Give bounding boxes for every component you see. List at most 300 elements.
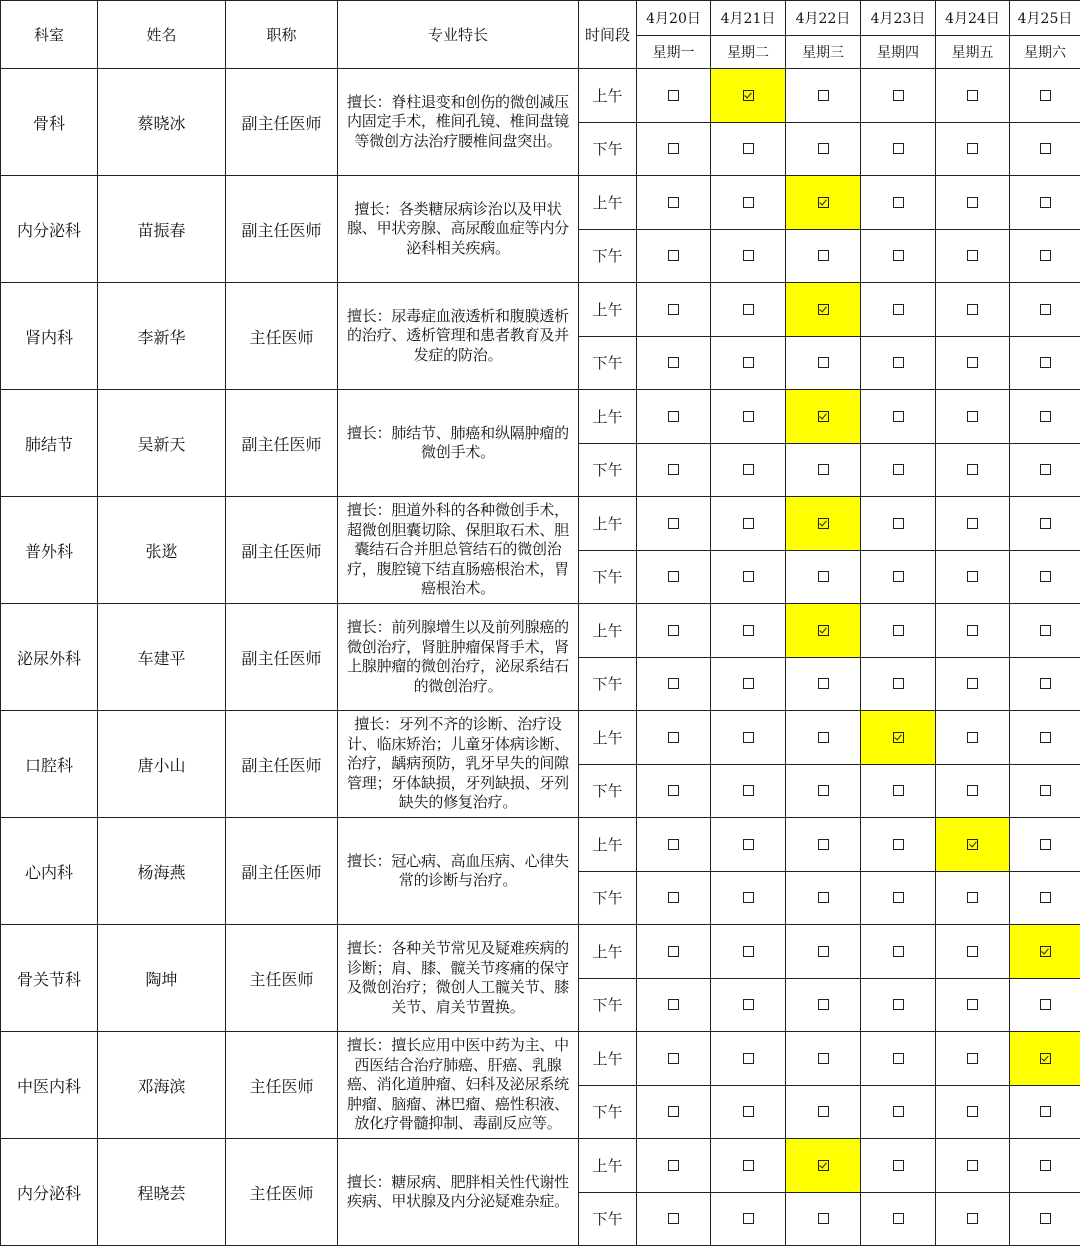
- checkbox-icon[interactable]: [967, 464, 978, 475]
- checked-box-icon[interactable]: [818, 1160, 829, 1171]
- schedule-slot[interactable]: [637, 978, 711, 1032]
- checkbox-icon[interactable]: [743, 839, 754, 850]
- doctor-name: 邓海滨: [98, 1032, 226, 1139]
- schedule-row: [1, 925, 1080, 979]
- checkbox-icon[interactable]: [1040, 304, 1051, 315]
- schedule-slot[interactable]: [861, 818, 936, 872]
- checkbox-icon[interactable]: [668, 143, 679, 154]
- doctor-specialty: 擅长：肺结节、肺癌和纵隔肿瘤的微创手术。: [338, 390, 579, 497]
- checked-box-icon[interactable]: [1040, 1053, 1051, 1064]
- checkbox-icon[interactable]: [668, 464, 679, 475]
- schedule-slot[interactable]: [711, 390, 786, 444]
- checkbox-icon[interactable]: [743, 946, 754, 957]
- checkbox-icon[interactable]: [893, 678, 904, 689]
- schedule-slot[interactable]: [936, 604, 1010, 658]
- doctor-name: 吴新天: [98, 390, 226, 497]
- schedule-row: [1, 283, 1080, 337]
- checkbox-icon[interactable]: [668, 197, 679, 208]
- schedule-slot[interactable]: [786, 1192, 861, 1246]
- schedule-slot[interactable]: [1010, 497, 1080, 551]
- checkbox-icon[interactable]: [967, 1160, 978, 1171]
- schedule-slot[interactable]: [861, 550, 936, 604]
- checkbox-icon[interactable]: [668, 1106, 679, 1117]
- checkbox-icon[interactable]: [967, 785, 978, 796]
- schedule-slot[interactable]: [637, 122, 711, 176]
- schedule-slot[interactable]: [861, 711, 936, 765]
- schedule-slot[interactable]: [1010, 978, 1080, 1032]
- checkbox-icon[interactable]: [1040, 518, 1051, 529]
- schedule-slot[interactable]: [861, 443, 936, 497]
- schedule-slot[interactable]: [861, 1139, 936, 1193]
- checked-box-icon[interactable]: [818, 197, 829, 208]
- schedule-slot[interactable]: [711, 443, 786, 497]
- schedule-slot[interactable]: [711, 176, 786, 230]
- checkbox-icon[interactable]: [668, 304, 679, 315]
- checkbox-icon[interactable]: [818, 1053, 829, 1064]
- doctor-name: 杨海燕: [98, 818, 226, 925]
- schedule-slot[interactable]: [861, 657, 936, 711]
- schedule-slot[interactable]: [786, 69, 861, 123]
- schedule-slot[interactable]: [711, 550, 786, 604]
- checkbox-icon[interactable]: [967, 892, 978, 903]
- checkbox-icon[interactable]: [893, 304, 904, 315]
- dept-cell: 内分泌科: [1, 176, 98, 283]
- schedule-slot[interactable]: [936, 1032, 1010, 1086]
- checkbox-icon[interactable]: [893, 357, 904, 368]
- checkbox-icon[interactable]: [893, 250, 904, 261]
- checkbox-icon[interactable]: [1040, 1106, 1051, 1117]
- schedule-slot[interactable]: [936, 978, 1010, 1032]
- schedule-slot[interactable]: [936, 122, 1010, 176]
- checkbox-icon[interactable]: [893, 625, 904, 636]
- checkbox-icon[interactable]: [967, 90, 978, 101]
- checkbox-icon[interactable]: [1040, 1160, 1051, 1171]
- checkbox-icon[interactable]: [1040, 732, 1051, 743]
- schedule-slot[interactable]: [637, 1085, 711, 1139]
- schedule-slot[interactable]: [637, 818, 711, 872]
- checked-box-icon[interactable]: [1040, 946, 1051, 957]
- checkbox-icon[interactable]: [893, 839, 904, 850]
- schedule-slot[interactable]: [936, 925, 1010, 979]
- checkbox-icon[interactable]: [1040, 357, 1051, 368]
- schedule-slot[interactable]: [1010, 818, 1080, 872]
- schedule-slot[interactable]: [1010, 1192, 1080, 1246]
- checkbox-icon[interactable]: [743, 250, 754, 261]
- period-label: 下午: [579, 122, 637, 176]
- doctor-name: 李新华: [98, 283, 226, 390]
- checkbox-icon[interactable]: [893, 143, 904, 154]
- checkbox-icon[interactable]: [967, 411, 978, 422]
- schedule-slot[interactable]: [786, 550, 861, 604]
- schedule-slot[interactable]: [711, 1192, 786, 1246]
- checkbox-icon[interactable]: [818, 357, 829, 368]
- schedule-slot[interactable]: [711, 122, 786, 176]
- schedule-slot[interactable]: [936, 229, 1010, 283]
- checkbox-icon[interactable]: [818, 464, 829, 475]
- checkbox-icon[interactable]: [743, 464, 754, 475]
- checkbox-icon[interactable]: [818, 785, 829, 796]
- checkbox-icon[interactable]: [818, 250, 829, 261]
- checkbox-icon[interactable]: [1040, 143, 1051, 154]
- schedule-slot[interactable]: [1010, 443, 1080, 497]
- period-label: 下午: [579, 336, 637, 390]
- schedule-slot[interactable]: [786, 1139, 861, 1193]
- checkbox-icon[interactable]: [743, 732, 754, 743]
- schedule-slot[interactable]: [1010, 336, 1080, 390]
- dept-cell: 内分泌科: [1, 1139, 98, 1246]
- schedule-slot[interactable]: [711, 1139, 786, 1193]
- schedule-slot[interactable]: [1010, 871, 1080, 925]
- checkbox-icon[interactable]: [893, 90, 904, 101]
- dept-cell: 肺结节: [1, 390, 98, 497]
- schedule-slot[interactable]: [1010, 69, 1080, 123]
- dept-cell: 肾内科: [1, 283, 98, 390]
- checkbox-icon[interactable]: [743, 892, 754, 903]
- checkbox-icon[interactable]: [967, 571, 978, 582]
- checked-box-icon[interactable]: [818, 304, 829, 315]
- schedule-slot[interactable]: [936, 443, 1010, 497]
- checkbox-icon[interactable]: [1040, 678, 1051, 689]
- checkbox-icon[interactable]: [743, 1053, 754, 1064]
- schedule-slot[interactable]: [936, 336, 1010, 390]
- schedule-slot[interactable]: [1010, 550, 1080, 604]
- schedule-slot[interactable]: [786, 604, 861, 658]
- schedule-slot[interactable]: [637, 443, 711, 497]
- schedule-slot[interactable]: [936, 550, 1010, 604]
- checkbox-icon[interactable]: [893, 999, 904, 1010]
- schedule-slot[interactable]: [1010, 1032, 1080, 1086]
- schedule-slot[interactable]: [861, 283, 936, 337]
- schedule-slot[interactable]: [786, 871, 861, 925]
- schedule-body: [1, 69, 1080, 1246]
- checkbox-icon[interactable]: [743, 1106, 754, 1117]
- checkbox-icon[interactable]: [818, 571, 829, 582]
- checkbox-icon[interactable]: [1040, 250, 1051, 261]
- schedule-slot[interactable]: [786, 443, 861, 497]
- checkbox-icon[interactable]: [967, 357, 978, 368]
- checkbox-icon[interactable]: [893, 411, 904, 422]
- schedule-slot[interactable]: [637, 764, 711, 818]
- schedule-slot[interactable]: [786, 229, 861, 283]
- period-label: 上午: [579, 497, 637, 551]
- schedule-slot[interactable]: [711, 711, 786, 765]
- checkbox-icon[interactable]: [668, 946, 679, 957]
- schedule-slot[interactable]: [861, 1032, 936, 1086]
- checkbox-icon[interactable]: [668, 625, 679, 636]
- schedule-slot[interactable]: [1010, 283, 1080, 337]
- checkbox-icon[interactable]: [893, 1053, 904, 1064]
- doctor-name: 苗振春: [98, 176, 226, 283]
- schedule-slot[interactable]: [936, 657, 1010, 711]
- checkbox-icon[interactable]: [967, 999, 978, 1010]
- schedule-row: [1, 711, 1080, 765]
- schedule-slot[interactable]: [711, 497, 786, 551]
- checkbox-icon[interactable]: [967, 1213, 978, 1224]
- schedule-slot[interactable]: [711, 818, 786, 872]
- checkbox-icon[interactable]: [818, 143, 829, 154]
- schedule-slot[interactable]: [711, 764, 786, 818]
- checked-box-icon[interactable]: [893, 732, 904, 743]
- schedule-slot[interactable]: [936, 871, 1010, 925]
- checkbox-icon[interactable]: [668, 90, 679, 101]
- checkbox-icon[interactable]: [668, 1160, 679, 1171]
- schedule-slot[interactable]: [936, 711, 1010, 765]
- checkbox-icon[interactable]: [668, 1213, 679, 1224]
- checkbox-icon[interactable]: [743, 304, 754, 315]
- schedule-slot[interactable]: [936, 283, 1010, 337]
- schedule-slot[interactable]: [1010, 604, 1080, 658]
- checkbox-icon[interactable]: [668, 571, 679, 582]
- schedule-slot[interactable]: [637, 1192, 711, 1246]
- checkbox-icon[interactable]: [893, 197, 904, 208]
- schedule-slot[interactable]: [637, 69, 711, 123]
- header-weekday: 星期五: [936, 36, 1010, 69]
- checkbox-icon[interactable]: [967, 1106, 978, 1117]
- schedule-slot[interactable]: [861, 390, 936, 444]
- checkbox-icon[interactable]: [668, 411, 679, 422]
- schedule-slot[interactable]: [1010, 925, 1080, 979]
- schedule-slot[interactable]: [786, 497, 861, 551]
- checkbox-icon[interactable]: [668, 518, 679, 529]
- checkbox-icon[interactable]: [668, 999, 679, 1010]
- schedule-slot[interactable]: [936, 1139, 1010, 1193]
- schedule-slot[interactable]: [861, 1192, 936, 1246]
- checkbox-icon[interactable]: [967, 518, 978, 529]
- checkbox-icon[interactable]: [893, 1160, 904, 1171]
- checkbox-icon[interactable]: [668, 839, 679, 850]
- schedule-slot[interactable]: [786, 711, 861, 765]
- checkbox-icon[interactable]: [967, 732, 978, 743]
- period-label: 下午: [579, 657, 637, 711]
- checkbox-icon[interactable]: [743, 1160, 754, 1171]
- checkbox-icon[interactable]: [743, 357, 754, 368]
- checkbox-icon[interactable]: [967, 250, 978, 261]
- schedule-slot[interactable]: [786, 657, 861, 711]
- checkbox-icon[interactable]: [893, 785, 904, 796]
- schedule-slot[interactable]: [861, 497, 936, 551]
- schedule-slot[interactable]: [637, 229, 711, 283]
- schedule-slot[interactable]: [1010, 1085, 1080, 1139]
- schedule-slot[interactable]: [711, 1032, 786, 1086]
- checkbox-icon[interactable]: [967, 197, 978, 208]
- checkbox-icon[interactable]: [668, 250, 679, 261]
- checkbox-icon[interactable]: [743, 197, 754, 208]
- checkbox-icon[interactable]: [1040, 839, 1051, 850]
- checkbox-icon[interactable]: [818, 1106, 829, 1117]
- checkbox-icon[interactable]: [1040, 625, 1051, 636]
- schedule-slot[interactable]: [936, 390, 1010, 444]
- schedule-slot[interactable]: [786, 764, 861, 818]
- schedule-slot[interactable]: [1010, 122, 1080, 176]
- schedule-slot[interactable]: [786, 122, 861, 176]
- checkbox-icon[interactable]: [743, 518, 754, 529]
- schedule-slot[interactable]: [637, 711, 711, 765]
- checkbox-icon[interactable]: [1040, 464, 1051, 475]
- schedule-slot[interactable]: [786, 336, 861, 390]
- checkbox-icon[interactable]: [818, 892, 829, 903]
- schedule-slot[interactable]: [786, 283, 861, 337]
- schedule-slot[interactable]: [637, 390, 711, 444]
- schedule-slot[interactable]: [637, 176, 711, 230]
- schedule-row: [1, 818, 1080, 872]
- schedule-slot[interactable]: [1010, 657, 1080, 711]
- checkbox-icon[interactable]: [668, 357, 679, 368]
- schedule-slot[interactable]: [861, 69, 936, 123]
- schedule-slot[interactable]: [936, 818, 1010, 872]
- period-label: 下午: [579, 443, 637, 497]
- doctor-specialty: 擅长：各种关节常见及疑难疾病的诊断；肩、膝、髋关节疼痛的保守及微创治疗；微创人工髋关节、膝关节、肩关节置换。: [338, 925, 579, 1032]
- checkbox-icon[interactable]: [967, 304, 978, 315]
- schedule-slot[interactable]: [786, 1032, 861, 1086]
- dept-cell: 骨关节科: [1, 925, 98, 1032]
- checkbox-icon[interactable]: [818, 90, 829, 101]
- schedule-slot[interactable]: [936, 497, 1010, 551]
- checkbox-icon[interactable]: [818, 946, 829, 957]
- checkbox-icon[interactable]: [967, 1053, 978, 1064]
- checkbox-icon[interactable]: [1040, 571, 1051, 582]
- checkbox-icon[interactable]: [743, 625, 754, 636]
- schedule-slot[interactable]: [861, 122, 936, 176]
- schedule-slot[interactable]: [861, 604, 936, 658]
- schedule-slot[interactable]: [637, 1139, 711, 1193]
- checkbox-icon[interactable]: [743, 999, 754, 1010]
- checkbox-icon[interactable]: [893, 571, 904, 582]
- checkbox-icon[interactable]: [818, 732, 829, 743]
- checked-box-icon[interactable]: [818, 625, 829, 636]
- checkbox-icon[interactable]: [967, 625, 978, 636]
- checkbox-icon[interactable]: [668, 785, 679, 796]
- schedule-slot[interactable]: [1010, 390, 1080, 444]
- header-date: 4月24日: [936, 1, 1010, 36]
- schedule-slot[interactable]: [711, 604, 786, 658]
- checkbox-icon[interactable]: [818, 1213, 829, 1224]
- schedule-slot[interactable]: [936, 69, 1010, 123]
- schedule-slot[interactable]: [637, 657, 711, 711]
- checkbox-icon[interactable]: [818, 678, 829, 689]
- doctor-title: 副主任医师: [226, 604, 338, 711]
- schedule-slot[interactable]: [711, 978, 786, 1032]
- schedule-slot[interactable]: [861, 1085, 936, 1139]
- schedule-row: [1, 69, 1080, 123]
- schedule-slot[interactable]: [936, 1192, 1010, 1246]
- checkbox-icon[interactable]: [893, 1213, 904, 1224]
- checkbox-icon[interactable]: [967, 946, 978, 957]
- period-label: 下午: [579, 978, 637, 1032]
- checkbox-icon[interactable]: [1040, 785, 1051, 796]
- schedule-slot[interactable]: [711, 336, 786, 390]
- schedule-slot[interactable]: [786, 925, 861, 979]
- schedule-slot[interactable]: [936, 1085, 1010, 1139]
- schedule-slot[interactable]: [786, 818, 861, 872]
- schedule-slot[interactable]: [861, 229, 936, 283]
- doctor-title: 副主任医师: [226, 176, 338, 283]
- schedule-slot[interactable]: [786, 978, 861, 1032]
- schedule-slot[interactable]: [637, 497, 711, 551]
- schedule-slot[interactable]: [861, 871, 936, 925]
- checkbox-icon[interactable]: [668, 732, 679, 743]
- schedule-slot[interactable]: [711, 871, 786, 925]
- schedule-slot[interactable]: [711, 283, 786, 337]
- checkbox-icon[interactable]: [818, 839, 829, 850]
- schedule-slot[interactable]: [711, 925, 786, 979]
- schedule-slot[interactable]: [786, 176, 861, 230]
- schedule-slot[interactable]: [1010, 229, 1080, 283]
- checkbox-icon[interactable]: [1040, 90, 1051, 101]
- checkbox-icon[interactable]: [1040, 999, 1051, 1010]
- checkbox-icon[interactable]: [893, 464, 904, 475]
- schedule-slot[interactable]: [1010, 711, 1080, 765]
- checkbox-icon[interactable]: [1040, 197, 1051, 208]
- checked-box-icon[interactable]: [818, 518, 829, 529]
- doctor-title: 主任医师: [226, 1139, 338, 1246]
- schedule-slot[interactable]: [637, 604, 711, 658]
- schedule-slot[interactable]: [786, 1085, 861, 1139]
- schedule-slot[interactable]: [861, 336, 936, 390]
- schedule-slot[interactable]: [711, 1085, 786, 1139]
- header-title: 职称: [226, 1, 338, 69]
- checked-box-icon[interactable]: [818, 411, 829, 422]
- checkbox-icon[interactable]: [1040, 411, 1051, 422]
- doctor-specialty: 擅长：擅长应用中医中药为主、中西医结合治疗肺癌、肝癌、乳腺癌、消化道肿瘤、妇科及泌尿系统肿瘤、脑瘤、淋巴瘤、癌性积液、放化疗骨髓抑制、毒副反应等。: [338, 1032, 579, 1139]
- checkbox-icon[interactable]: [893, 518, 904, 529]
- checkbox-icon[interactable]: [743, 143, 754, 154]
- schedule-slot[interactable]: [637, 871, 711, 925]
- checked-box-icon[interactable]: [967, 839, 978, 850]
- checkbox-icon[interactable]: [743, 1213, 754, 1224]
- schedule-slot[interactable]: [936, 176, 1010, 230]
- schedule-slot[interactable]: [861, 176, 936, 230]
- checkbox-icon[interactable]: [743, 678, 754, 689]
- schedule-slot[interactable]: [861, 764, 936, 818]
- checked-box-icon[interactable]: [743, 90, 754, 101]
- period-label: 上午: [579, 1139, 637, 1193]
- checkbox-icon[interactable]: [668, 678, 679, 689]
- checkbox-icon[interactable]: [743, 785, 754, 796]
- period-label: 上午: [579, 69, 637, 123]
- schedule-slot[interactable]: [936, 764, 1010, 818]
- header-date: 4月20日: [637, 1, 711, 36]
- checkbox-icon[interactable]: [967, 143, 978, 154]
- schedule-slot[interactable]: [637, 1032, 711, 1086]
- checkbox-icon[interactable]: [893, 946, 904, 957]
- checkbox-icon[interactable]: [1040, 892, 1051, 903]
- checkbox-icon[interactable]: [1040, 1213, 1051, 1224]
- checkbox-icon[interactable]: [743, 571, 754, 582]
- checkbox-icon[interactable]: [818, 999, 829, 1010]
- checkbox-icon[interactable]: [893, 1106, 904, 1117]
- schedule-row: [1, 1139, 1080, 1193]
- schedule-slot[interactable]: [711, 69, 786, 123]
- schedule-slot[interactable]: [786, 390, 861, 444]
- schedule-slot[interactable]: [711, 657, 786, 711]
- schedule-slot[interactable]: [861, 925, 936, 979]
- checkbox-icon[interactable]: [668, 1053, 679, 1064]
- schedule-slot[interactable]: [637, 550, 711, 604]
- schedule-slot[interactable]: [861, 978, 936, 1032]
- schedule-slot[interactable]: [637, 336, 711, 390]
- checkbox-icon[interactable]: [893, 892, 904, 903]
- checkbox-icon[interactable]: [743, 411, 754, 422]
- checkbox-icon[interactable]: [668, 892, 679, 903]
- schedule-slot[interactable]: [1010, 1139, 1080, 1193]
- checkbox-icon[interactable]: [967, 678, 978, 689]
- schedule-slot[interactable]: [637, 925, 711, 979]
- schedule-slot[interactable]: [637, 283, 711, 337]
- doctor-title: 副主任医师: [226, 497, 338, 604]
- schedule-slot[interactable]: [1010, 176, 1080, 230]
- schedule-slot[interactable]: [711, 229, 786, 283]
- schedule-slot[interactable]: [1010, 764, 1080, 818]
